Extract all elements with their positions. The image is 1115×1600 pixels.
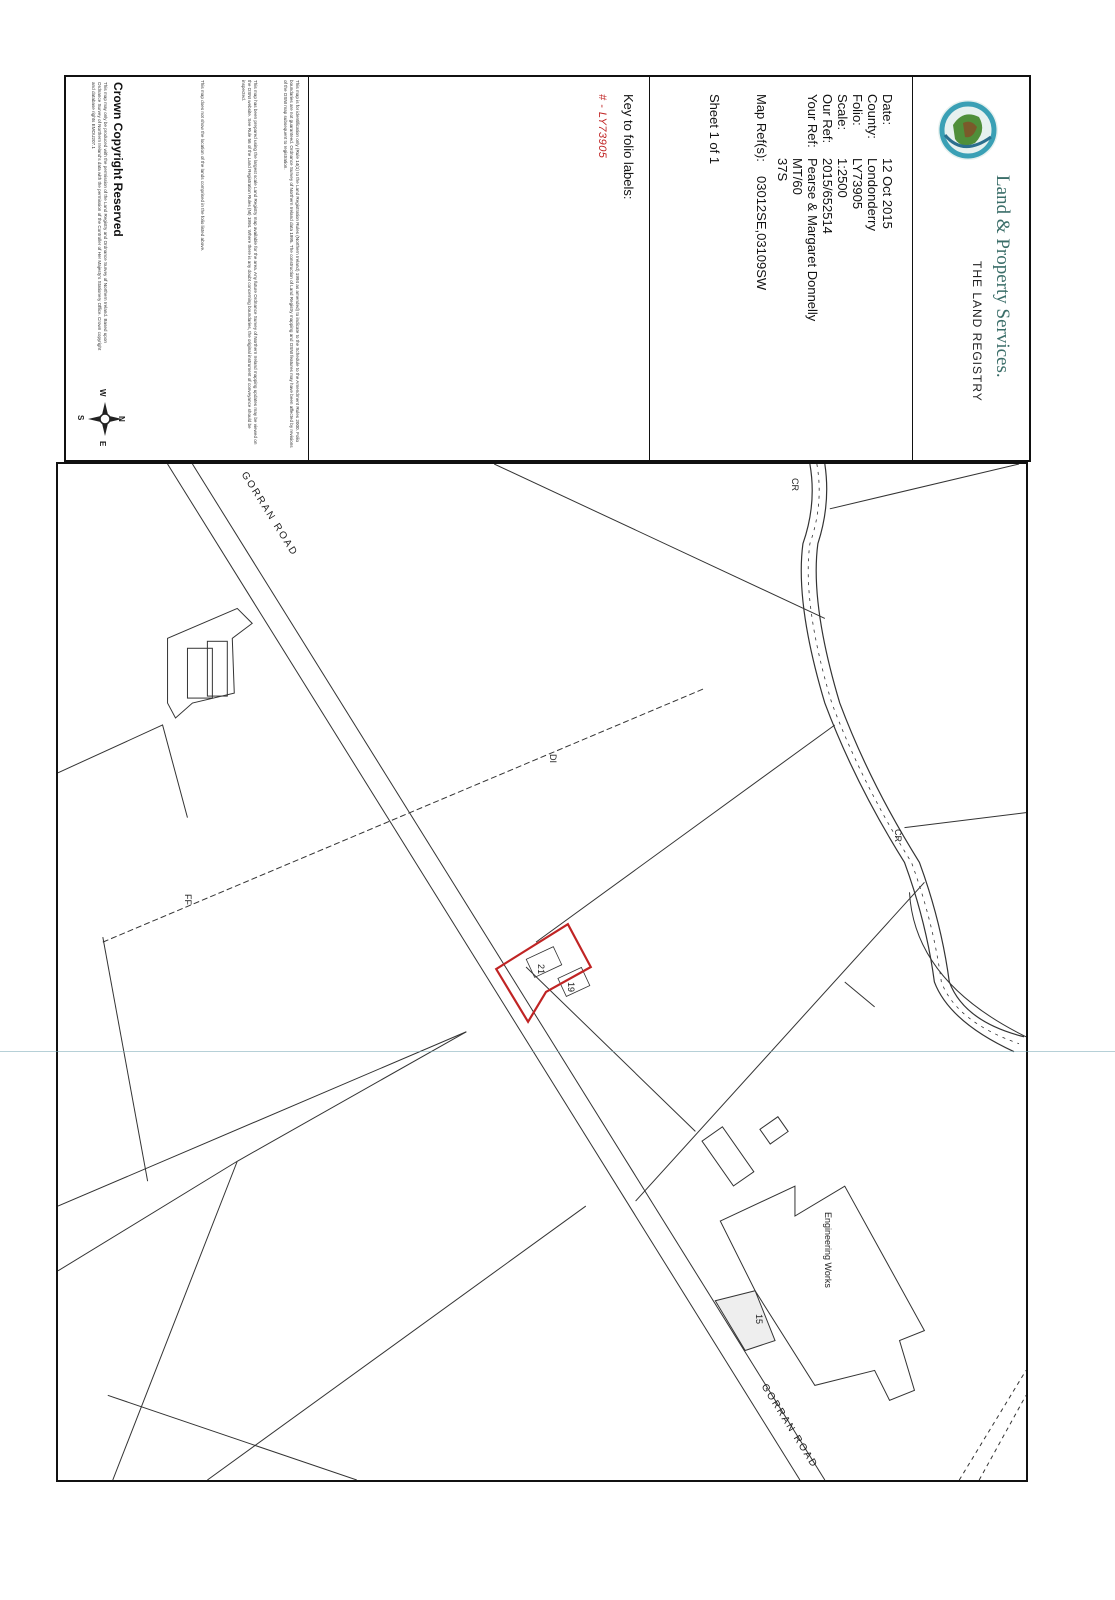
field-row xyxy=(805,94,820,321)
field-boundary xyxy=(909,892,1026,1036)
field-row xyxy=(865,94,880,321)
house-number: 21 xyxy=(536,964,546,975)
house-number: 19 xyxy=(566,982,576,993)
dashed-boundary xyxy=(103,688,706,942)
track-dots xyxy=(808,464,1019,1044)
field-boundary xyxy=(113,1161,237,1480)
compass-south: S xyxy=(76,415,85,421)
logo-block xyxy=(911,75,1029,462)
key-entry: # - LY73905 xyxy=(596,94,608,159)
field-row xyxy=(835,94,850,321)
field-row xyxy=(850,94,865,321)
track-line xyxy=(816,464,1024,1037)
works-number: 15 xyxy=(754,1314,764,1325)
boundary-label: DI xyxy=(548,754,558,763)
boundary-label: FF xyxy=(183,894,193,905)
road-label: GORRAN ROAD xyxy=(238,470,300,559)
field-label: Date: xyxy=(880,94,895,126)
field-value: MT/60 xyxy=(790,158,805,195)
track-label: CR xyxy=(893,829,903,842)
field-row xyxy=(880,94,895,321)
sheet-number: Sheet 1 of 1 xyxy=(707,94,722,165)
field-value: Pearse & Margaret Donnelly xyxy=(805,158,820,322)
field-boundary xyxy=(845,982,875,1007)
field-label: Map Ref(s): xyxy=(754,94,769,162)
field-value: 12 Oct 2015 xyxy=(880,158,895,229)
compass-east: E xyxy=(98,441,107,447)
field-boundary xyxy=(108,1395,357,1480)
details-block xyxy=(754,94,895,321)
globe-logo-icon xyxy=(933,95,1003,165)
field-value: 03012SE,03109SW xyxy=(754,176,769,291)
brand-subtitle: THE LAND REGISTRY xyxy=(970,261,984,402)
building-outline xyxy=(715,1291,775,1351)
compass-west: W xyxy=(98,389,107,397)
field-boundary xyxy=(905,813,1026,828)
track-line xyxy=(959,1370,1026,1480)
field-boundary xyxy=(58,1161,237,1271)
field-value: Londonderry xyxy=(865,158,880,231)
field-label: Scale: xyxy=(835,94,850,131)
works-label: Engineering Works xyxy=(823,1212,833,1288)
field-label: Our Ref: xyxy=(820,94,835,144)
field-row xyxy=(820,94,835,321)
notes-paragraph: This map is for identification only (Rule 14(1) to the Land Registration Rules (Northern Ireland) 1994 as amended) to indicate to the Schedule to the Amendment Rules 2000. Folio boundaries are not guaranteed. Ordnance Survey of Northern Ireland data 1995. The construction of Land Registry mapping and OSNI features may have been affected by revisions of the OSNI map subsequent to registration. xyxy=(283,80,300,448)
scan-artifact-line xyxy=(0,1051,1115,1052)
track-line xyxy=(801,464,1014,1052)
notes-paragraph: This map does not show the location of the lands comprised in the folio listed above. xyxy=(200,80,205,252)
field-boundary xyxy=(103,937,148,1181)
field-label: Your Ref: xyxy=(805,94,820,148)
copyright-text: This map may only be produced with the permission of the Land Registry and Ordnance Survey of Northern Ireland. Based upon Ordnance Survey of Northern Ireland's data with the permission of the Controller of Her Majesty's Stationery Office. Crown copyright and database rights EMOU207.1 xyxy=(91,82,108,351)
track-label: CR xyxy=(790,478,800,491)
field-boundary xyxy=(207,1206,585,1480)
road-edge xyxy=(168,464,800,1480)
field-value: 37S xyxy=(775,158,790,182)
track-line xyxy=(979,1395,1026,1480)
field-row xyxy=(790,94,805,321)
map-frame xyxy=(56,462,1028,1482)
building-outline xyxy=(702,1127,754,1186)
compass-north: N xyxy=(117,416,126,422)
field-boundary xyxy=(830,464,1019,509)
building-outline xyxy=(207,641,227,696)
building-outline xyxy=(187,648,212,698)
road-label: GORRAN ROAD xyxy=(758,1382,820,1471)
field-boundary xyxy=(526,967,695,1131)
field-value: 2015/652514 xyxy=(820,158,835,234)
field-label: Folio: xyxy=(850,94,865,126)
field-label xyxy=(790,94,805,158)
field-value: LY73905 xyxy=(850,158,865,210)
key-title: Key to folio labels: xyxy=(621,94,636,200)
field-boundary xyxy=(58,725,187,818)
field-label: County: xyxy=(865,94,880,139)
field-value: 1:2500 xyxy=(835,158,850,198)
field-boundary xyxy=(58,1032,466,1206)
field-boundary xyxy=(494,464,825,618)
field-label xyxy=(775,94,790,158)
road-edge xyxy=(192,464,824,1480)
field-boundary xyxy=(636,882,925,1201)
building-outline xyxy=(760,1117,788,1144)
field-row xyxy=(754,94,769,321)
field-row xyxy=(775,94,790,321)
compass-rose xyxy=(74,388,136,450)
notes-paragraph: This map has been prepared using the largest scale Land Registry map available for the area. Any future Ordnance Survey of Northern Ireland mapping updates may be viewed on the OSNI website. See Rule 56 of the Land Registration Rules (NI) 1994. Where there is any doubt concerning boundaries, the original instrument of conveyance should be inspected. xyxy=(241,80,258,445)
brand-name: Land & Property Services. xyxy=(992,175,1013,378)
copyright-title: Crown Copyright Reserved xyxy=(111,82,125,237)
building-outline xyxy=(168,608,253,718)
field-boundary xyxy=(536,725,835,942)
